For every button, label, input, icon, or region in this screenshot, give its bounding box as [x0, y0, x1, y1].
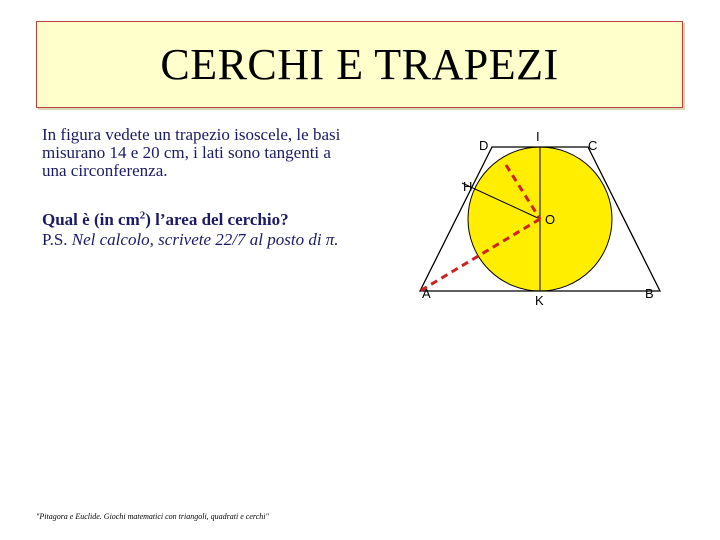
label-d: D — [479, 138, 489, 153]
label-b: B — [645, 286, 654, 301]
question-text — [42, 210, 387, 250]
problem-line-2: misurano 14 e 20 cm, i lati sono tangenti a — [42, 143, 331, 162]
title-box — [36, 21, 683, 108]
trapezoid-figure — [400, 125, 680, 315]
label-i: I — [536, 129, 540, 144]
question-part-2: ) l’area del cerchio? — [145, 210, 289, 229]
footer-citation: "Pitagora e Euclide. Giochi matematici con triangoli, quadrati e cerchi" — [36, 512, 269, 521]
page-title: CERCHI E TRAPEZI — [160, 40, 559, 89]
problem-text — [42, 126, 382, 180]
question-part-1: Qual è (in cm — [42, 210, 140, 229]
label-o: O — [545, 212, 556, 227]
problem-line-3: una circonferenza. — [42, 161, 168, 180]
problem-line-1: In figura vedete un trapezio isoscele, le basi — [42, 125, 341, 144]
question-main — [42, 210, 289, 229]
label-c: C — [588, 138, 598, 153]
label-k: K — [535, 293, 544, 308]
label-a: A — [422, 286, 431, 301]
question-superscript: 2 — [139, 209, 146, 222]
ps-text: Nel calcolo, scrivete 22/7 al posto di π. — [71, 230, 339, 249]
label-h: H — [463, 179, 473, 194]
ps-label: P.S. — [42, 230, 68, 249]
